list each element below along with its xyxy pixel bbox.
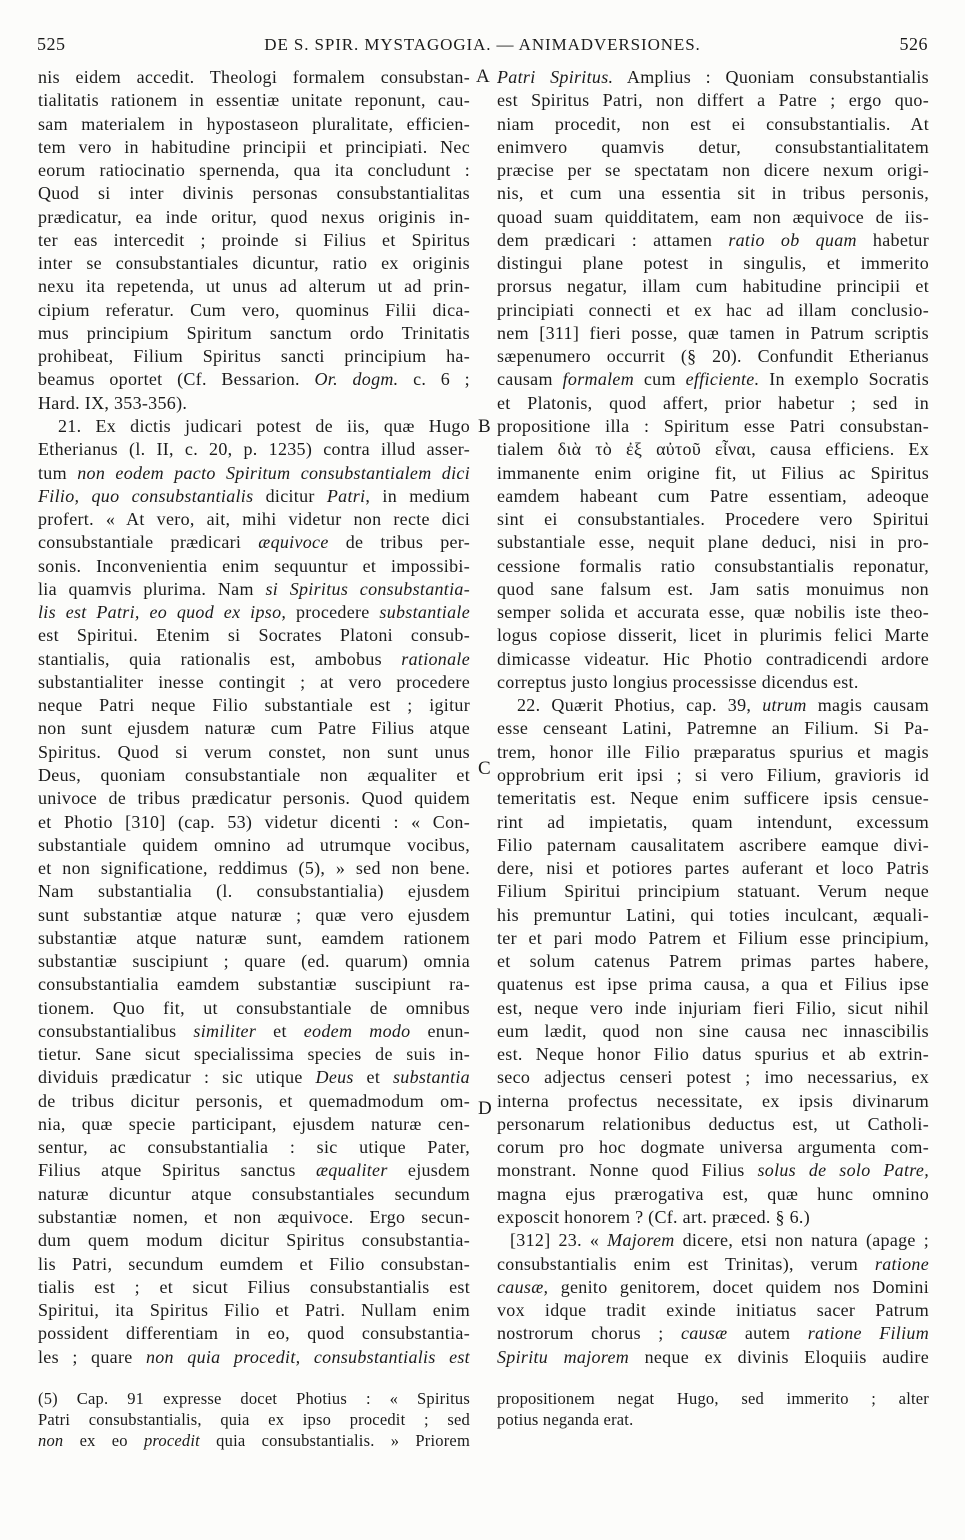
italic-run: similiter [193, 1020, 257, 1041]
text-line [38, 1409, 470, 1430]
text-run: exposcit honorem ? (Cf. art. præced. § 6.) [497, 1207, 811, 1228]
italic-run: lis est Patri, eo quod ex ipso, [38, 602, 287, 623]
text-line [497, 1043, 929, 1066]
text-run: inter se consubstantiales dicuntur, ratio ex originis [38, 253, 470, 274]
text-run: trem, honor ille Filio præparatus spurius et magis [497, 741, 929, 762]
text-line [497, 485, 929, 508]
text-line [38, 811, 470, 834]
text-run: causam [497, 369, 563, 390]
text-line [497, 1206, 929, 1229]
text-run: c. 6 ; [398, 369, 470, 390]
text-run: magna ejus prærogativa est, quæ hunc omnino [497, 1183, 929, 1204]
text-line [38, 624, 470, 647]
text-run: est Spiritui. Etenim si Socrates Platoni consub- [38, 625, 470, 646]
margin-letter-c: C [478, 758, 491, 779]
text-line [38, 1322, 470, 1345]
text-run: Nam substantialia (l. consubstantialia) ejusdem [38, 881, 470, 902]
text-run: interna profectus necessitate, ex ipsis divinarum [497, 1090, 929, 1111]
text-line [38, 717, 470, 740]
text-line [497, 1020, 929, 1043]
text-run: dimicasse videatur. Hic Photio contradicendi ardore [497, 648, 929, 669]
italic-run: substantiale [379, 602, 470, 623]
text-run: quod sane falsum est. Jam satis monuimus non [497, 578, 929, 599]
text-run: Quod si inter divinis personas consubstantialitas [38, 183, 470, 204]
text-run: dum quem modum dicitur Spiritus consubstantia- [38, 1230, 470, 1251]
text-run: Etherianus (l. II, c. 20, p. 1235) contra illud asser- [38, 439, 470, 460]
text-line [38, 1388, 470, 1409]
text-run: Filio paternam causalitatem ascribere eamque divi- [497, 834, 929, 855]
text-run: substantialiter inesse contingit ; at vero procedere [38, 671, 470, 692]
text-line [38, 880, 470, 903]
text-line [38, 1159, 470, 1182]
text-run: tionem. Quo fit, ut consubstantiale de omnibus [38, 997, 470, 1018]
italic-run: efficiente. [685, 369, 760, 390]
text-line [497, 136, 929, 159]
italic-run: si Spiritus consubstantia- [265, 578, 470, 599]
italic-run: Majorem [607, 1230, 675, 1251]
text-run: substantiale quidem omnino ad utrumque vocibus, [38, 834, 470, 855]
text-run: mus principium Spiritum sanctum ordo Trinitatis [38, 322, 470, 343]
text-run: et [353, 1067, 393, 1088]
text-line [497, 694, 929, 717]
text-line [38, 182, 470, 205]
text-run: tialitatis rationem in essentiæ unitate reponunt, cau- [38, 90, 470, 111]
text-run: substantiale esse, nequit plane deduci, nisi in pro- [497, 532, 929, 553]
text-run: non sunt ejusdem naturæ cum Patre Filius atque [38, 718, 470, 739]
text-line [497, 601, 929, 624]
text-run: et Photio [310] (cap. 53) videtur dicenti : « Con- [38, 811, 470, 832]
text-run: quia consubstantialis. » Priorem [199, 1431, 470, 1450]
text-line [497, 1229, 929, 1252]
text-run: substantiæ atque naturæ sunt, eamdem rationem [38, 927, 470, 948]
text-run: quatenus est ipse prima causa, a qua et Filius ipse [497, 974, 929, 995]
italic-run: æqualiter [315, 1160, 388, 1181]
italic-run: Filio, quo consubstantialis [38, 485, 254, 506]
text-line [38, 531, 470, 554]
text-line [38, 1136, 470, 1159]
text-line [38, 299, 470, 322]
text-line [38, 462, 470, 485]
text-run: Filius atque Spiritus sanctus [38, 1160, 316, 1181]
text-line [497, 415, 929, 438]
text-run: neque ex divinis Eloquiis audire [629, 1346, 929, 1367]
text-run: sonis. Inconvenientia enim sequuntur et impossibi- [38, 555, 470, 576]
text-run: distingui plane potest in singulis, et immerito [497, 253, 929, 274]
text-run: de tribus per- [328, 532, 471, 553]
running-title: DE S. SPIR. MYSTAGOGIA. — ANIMADVERSIONES. [264, 35, 701, 54]
text-line [497, 880, 929, 903]
text-line [38, 601, 470, 624]
text-run: consubstantialis enim est Trinitas), verum [497, 1253, 875, 1274]
text-run: les ; quare [38, 1346, 146, 1367]
text-run: et Platonis, quod affert, prior habetur ; sed in [497, 392, 929, 413]
text-line [497, 973, 929, 996]
text-line [497, 368, 929, 391]
text-run: lis Patri, secundum eumdem et Filio consubstan- [38, 1253, 470, 1274]
italic-run: rationale [401, 648, 470, 669]
text-run: possident differentiam in eo, quod consubstantia- [38, 1323, 470, 1344]
text-line [38, 1113, 470, 1136]
text-run: dem prædicari : attamen [497, 229, 729, 250]
text-run: immanente enim origine fit, ut Filius ac Spiritus [497, 462, 929, 483]
text-line [38, 857, 470, 880]
text-run: de tribus dicitur personis, et quemadmodum om- [38, 1090, 470, 1111]
text-run: dividuis prædicatur : sic utique [38, 1067, 316, 1088]
text-line [497, 1322, 929, 1345]
text-run: naturæ dicuntur atque consubstantiales secundum [38, 1183, 470, 1204]
text-line [38, 345, 470, 368]
text-run: 21. Ex dictis judicari potest de iis, quæ Hugo [58, 415, 470, 436]
text-line [497, 950, 929, 973]
text-run: ejusdem [387, 1160, 471, 1181]
text-run: sint ei consubstantiales. Procedere vero Spiritui [497, 509, 929, 530]
text-line [38, 997, 470, 1020]
text-run: vox idque tradit exinde initiatus sacer Patrum [497, 1300, 929, 1321]
text-line [497, 904, 929, 927]
text-run: substantiæ suscipiunt ; quare (ed. quarum) omnia [38, 951, 470, 972]
italic-run: substantia [392, 1067, 470, 1088]
page-number-right: 526 [899, 34, 928, 54]
text-line [38, 136, 470, 159]
text-run: seco adjectus censeri potest ; imo necessarius, ex [497, 1067, 929, 1088]
text-line [38, 973, 470, 996]
text-line [38, 904, 470, 927]
text-line [497, 1253, 929, 1276]
italic-run: non quia procedit, consubstantialis est [145, 1346, 470, 1367]
text-line [38, 787, 470, 810]
text-run: Hard. IX, 353-356). [38, 392, 188, 413]
text-line [38, 113, 470, 136]
text-run: eorum ratiocinatio spernenda, qua ita concludunt : [38, 160, 470, 181]
text-line [38, 368, 470, 391]
text-line [497, 811, 929, 834]
text-line [38, 438, 470, 461]
text-run: [312] 23. « [510, 1230, 608, 1251]
text-line [38, 252, 470, 275]
text-run: tialem διὰ τὸ ἐξ αὐτοῦ εἶναι, causa efficiens. Ex [497, 439, 929, 460]
text-run: nostrorum chorus ; [497, 1323, 681, 1344]
text-run: procedere [286, 602, 380, 623]
text-line [497, 229, 929, 252]
text-run: propositione illa : Spiritum esse Patri consubstan- [497, 415, 929, 436]
text-run: nem [311] fieri posse, quæ tamen in Patrum scriptis [497, 322, 929, 343]
text-run: cessione formalis ratio consubstantialis reponatur, [497, 555, 929, 576]
text-line [497, 624, 929, 647]
text-run: 22. Quærit Photius, cap. 39, [517, 695, 763, 716]
text-line [38, 648, 470, 671]
text-run: Spiritus. Quod si verum constet, non sunt unus [38, 741, 470, 762]
text-run: est. Neque honor Filio datus spurius et ab extrin- [497, 1044, 929, 1065]
text-line [497, 1159, 929, 1182]
text-line [38, 671, 470, 694]
text-line [38, 1090, 470, 1113]
text-line [38, 1276, 470, 1299]
text-run: Amplius : Quoniam consubstantialis [613, 67, 929, 87]
italic-run: Deus [315, 1067, 354, 1088]
text-line [497, 1136, 929, 1159]
text-line [38, 1229, 470, 1252]
italic-run: non [38, 1431, 64, 1450]
text-run: tem vero in habitudine principii et principiati. Nec [38, 136, 470, 157]
italic-run: ratione Filium [807, 1323, 929, 1344]
text-line [497, 322, 929, 345]
text-run: corum pro hoc dogmate universa argumenta com- [497, 1137, 929, 1158]
text-line [497, 345, 929, 368]
text-run: propositionem negat Hugo, sed immerito ; alter [497, 1389, 929, 1408]
text-run: substantiæ nomen, et non æquivoce. Ergo secun- [38, 1207, 470, 1228]
text-line [497, 857, 929, 880]
text-line [497, 299, 929, 322]
text-run: nis eidem accedit. Theologi formalem consubstan- [38, 67, 470, 87]
text-line [497, 182, 929, 205]
text-line [497, 717, 929, 740]
text-run: neque Patri neque Filio substantiale est ; igitur [38, 695, 470, 716]
text-run: genito genitorem, docet quidem nos Domini [548, 1276, 929, 1297]
text-line [497, 787, 929, 810]
text-run: sæpenumero occurrit (§ 20). Confundit Etherianus [497, 346, 929, 367]
text-run: consubstantiale prædicari [38, 532, 259, 553]
text-line [497, 1113, 929, 1136]
text-line [38, 1430, 470, 1451]
text-run: semper solida et accurata esse, quæ nobilis iste theo- [497, 602, 929, 623]
text-run: consubstantialia eamdem substantiæ suscipiunt ra- [38, 974, 470, 995]
text-line [38, 1206, 470, 1229]
text-run: consubstantialibus [38, 1020, 194, 1041]
text-run: beamus oportet (Cf. Bessarion. [38, 369, 315, 390]
italic-run: ratio ob quam [728, 229, 857, 250]
text-line [38, 1346, 470, 1369]
text-line [38, 1066, 470, 1089]
text-line [497, 671, 929, 694]
text-line [497, 764, 929, 787]
text-run: sentur, ac consubstantialia : sic utique Pater, [38, 1137, 470, 1158]
text-run: et non significatione, reddimus (5), » sed non bene. [38, 858, 470, 879]
text-line [38, 555, 470, 578]
text-run: In exemplo Socratis [759, 369, 929, 390]
text-line [38, 392, 470, 415]
text-run: tietur. Sane sicut specialissima species de suis in- [38, 1044, 470, 1065]
text-line [38, 834, 470, 857]
text-line [497, 555, 929, 578]
text-run: est, neque vero inde injuriam fieri Filio, sicut nihil [497, 997, 929, 1018]
text-run: ex eo [63, 1431, 144, 1450]
italic-run: eodem modo [303, 1020, 411, 1041]
text-run: prohibeat, Filium Spiritus sancti principium ha- [38, 346, 470, 367]
text-line [38, 415, 470, 438]
margin-letter-b: B [478, 416, 491, 437]
text-run: profert. « At vero, ait, mihi videtur non recte dici [38, 509, 470, 530]
left-column [38, 66, 470, 1369]
text-run: rint ad impietatis, quam intendunt, excessum [497, 811, 929, 832]
text-line [38, 764, 470, 787]
text-run: personarum relationibus deductus est, ut Catholi- [497, 1113, 929, 1134]
text-line [497, 1066, 929, 1089]
text-line [497, 1388, 929, 1409]
italic-run: ratione [874, 1253, 929, 1274]
text-line [38, 694, 470, 717]
text-line [38, 508, 470, 531]
text-line [38, 1253, 470, 1276]
text-line [38, 206, 470, 229]
text-line [38, 1020, 470, 1043]
text-run: niam procedit, non est ei consubstantialis. At [497, 113, 929, 134]
text-run: ter et pari modo Patrem et Filium esse principium, [497, 927, 929, 948]
text-run: et solum catenus Patrem primas partes habere, [497, 951, 929, 972]
text-run: enun- [410, 1020, 470, 1041]
italic-run: æquivoce [258, 532, 329, 553]
text-run: (5) Cap. 91 expresse docet Photius : « Spiritus [38, 1389, 470, 1408]
text-run: dere, nisi et potiores partes auferant et loco Patris [497, 858, 929, 879]
text-run: nexu ita repetenda, ut unus ad alterum ut ad prin- [38, 276, 470, 297]
footnote-left [38, 1388, 470, 1451]
text-run: lia quamvis plurima. Nam [38, 578, 266, 599]
text-run: nia, quæ specie participant, ejusdem naturæ cen- [38, 1113, 470, 1134]
text-line [497, 66, 929, 89]
text-line [38, 66, 470, 89]
margin-letter-a: A [476, 66, 490, 87]
text-run: quoad suam quidditatem, eam non æquivoce de iis- [497, 206, 929, 227]
text-run: dicere, etsi non natura (apage ; [674, 1230, 929, 1251]
text-line [497, 275, 929, 298]
text-line [497, 206, 929, 229]
italic-run: utrum [762, 695, 807, 716]
text-run: dicitur [253, 485, 327, 506]
text-line [497, 927, 929, 950]
right-column [497, 66, 929, 1369]
text-line [497, 462, 929, 485]
text-run: est Spiritus Patri, non differt a Patre ; ergo quo- [497, 90, 929, 111]
page-number-left: 525 [37, 34, 66, 54]
text-run: his premuntur Latini, qui toties inculcant, æquali- [497, 904, 929, 925]
italic-run: causæ, [497, 1276, 549, 1297]
text-line [497, 1346, 929, 1369]
text-line [497, 508, 929, 531]
text-run: præcise per se spectatam non dicere nexum origi- [497, 160, 929, 181]
text-run: univoce de tribus prædicatur personis. Quod quidem [38, 788, 470, 809]
italic-run: Patri Spiritus. [497, 67, 614, 87]
text-run: habetur [856, 229, 929, 250]
footnote-right [497, 1388, 929, 1430]
text-line [497, 741, 929, 764]
text-line [38, 485, 470, 508]
text-line [497, 1409, 929, 1430]
text-run: Filium Spiritui principium statuant. Verum neque [497, 881, 929, 902]
text-run: tialis est ; et sicut Filius consubstantialis est [38, 1276, 470, 1297]
text-run: Deus, quoniam consubstantiale non æqualiter et [38, 764, 470, 785]
text-line [497, 531, 929, 554]
italic-run: solus de solo Patre, [757, 1160, 929, 1181]
text-line [38, 275, 470, 298]
text-line [38, 950, 470, 973]
text-run: correptus justo longius processisse dicendus est. [497, 671, 859, 692]
text-run: temeritatis est. Neque enim sufficere ipsis censue- [497, 788, 929, 809]
text-run: logus copiose disserit, licet in plurimis felici Marte [497, 625, 929, 646]
text-line [497, 1183, 929, 1206]
text-line [497, 438, 929, 461]
text-run: prædicatur, ea inde oritur, quod nexus originis in- [38, 206, 470, 227]
text-run: eamdem habeant cum Patre essentiam, adeoque [497, 485, 929, 506]
text-line [497, 1276, 929, 1299]
text-line [497, 1299, 929, 1322]
text-run: principiati connecti et ex hac ad illam conclusio- [497, 299, 929, 320]
italic-run: Or. dogm. [314, 369, 399, 390]
italic-run: Spiritu majorem [497, 1346, 630, 1367]
text-line [38, 1299, 470, 1322]
text-run: opprobrium erit ipsi ; si vero Filium, gravioris id [497, 764, 929, 785]
text-run: esse censeant Latini, Patremne an Filium. Si Pa- [497, 718, 929, 739]
text-line [38, 89, 470, 112]
text-run: monstrant. Nonne quod Filius [497, 1160, 758, 1181]
text-run: cum [634, 369, 686, 390]
text-line [497, 392, 929, 415]
text-line [38, 1183, 470, 1206]
text-line [497, 578, 929, 601]
text-run: , in medium [365, 485, 470, 506]
text-line [38, 741, 470, 764]
text-run: Patri consubstantialis, quia ex ipso procedit ; sed [38, 1410, 470, 1429]
text-line [497, 997, 929, 1020]
margin-letter-d: D [478, 1098, 492, 1119]
text-run: sam materialem in hypostaseon pluralitate, efficien- [38, 113, 470, 134]
text-run: eum lædit, quod non sine causa nec innascibilis [497, 1020, 929, 1041]
italic-run: non eodem pacto Spiritum consubstantialem dici [77, 462, 471, 483]
text-run: cipium referatur. Cum vero, quominus Filii dica- [38, 299, 470, 320]
text-line [38, 322, 470, 345]
text-run: potius neganda erat. [497, 1410, 634, 1429]
text-line [38, 1043, 470, 1066]
text-run: sunt substantiæ atque naturæ ; quæ vero ejusdem [38, 904, 470, 925]
text-run: ter eas intercedit ; proinde si Filius et Spiritus [38, 229, 470, 250]
text-line [38, 578, 470, 601]
text-line [497, 834, 929, 857]
text-line [497, 113, 929, 136]
text-line [497, 159, 929, 182]
text-line [497, 648, 929, 671]
text-run: stantialis, quia rationalis est, ambobus [38, 648, 402, 669]
text-run: tum [38, 462, 78, 483]
text-line [497, 89, 929, 112]
italic-run: formalem [562, 369, 635, 390]
text-run: prorsus negatur, illam cum habitudine principii et [497, 276, 929, 297]
text-run: autem [727, 1323, 808, 1344]
text-run: enimvero quamvis detur, consubstantialitatem [497, 136, 929, 157]
text-line [38, 229, 470, 252]
text-run: magis causam [806, 695, 929, 716]
text-line [38, 159, 470, 182]
text-run: et [256, 1020, 304, 1041]
italic-run: Patri [326, 485, 366, 506]
text-line [38, 927, 470, 950]
text-run: Spiritui, ita Spiritus Filio et Patri. Nullam enim [38, 1300, 470, 1321]
text-line [497, 1090, 929, 1113]
italic-run: procedit [143, 1431, 200, 1450]
text-run: nis, et cum una essentia sit in tribus personis, [497, 183, 929, 204]
text-line [497, 252, 929, 275]
italic-run: causæ [680, 1323, 728, 1344]
